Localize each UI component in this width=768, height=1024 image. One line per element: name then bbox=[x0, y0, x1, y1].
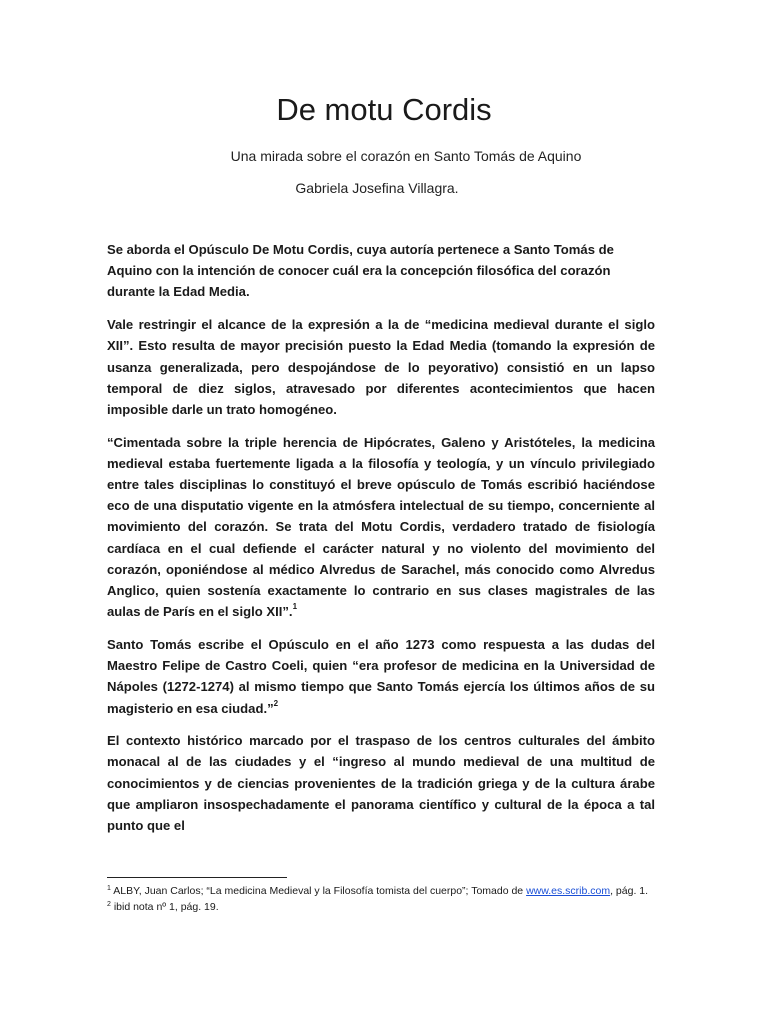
document-title: De motu Cordis bbox=[276, 92, 492, 127]
footnote-1 bbox=[107, 884, 667, 899]
document-subtitle: Una mirada sobre el corazón en Santo Tomás de Aquino bbox=[230, 148, 582, 164]
paragraph-scope: Vale restringir el alcance de la expresión a la de “medicina medieval durante el siglo XII”. Esto resulta de mayor precisión puesto la Edad Media (tomando la expresión de usanza generalizada, pero despojándose de lo peyorativo) consistió en un lapso temporal de diez siglos, atravesado por diferentes acontecimientos que hacen imposible darle un trato homogéneo. bbox=[107, 317, 655, 417]
footnote-ref-2[interactable]: 2 bbox=[273, 698, 279, 708]
paragraph-opusculo-text: Santo Tomás escribe el Opúsculo en el año 1273 como respuesta a las dudas del Maestro Felipe de Castro Coeli, quien “era profesor de medicina en la Universidad de Nápoles (1272-1274) al mismo tiempo que Santo Tomás ejercía los últimos años de su magisterio en esa ciudad.” bbox=[107, 636, 655, 716]
paragraph-intro: Se aborda el Opúsculo De Motu Cordis, cuya autoría pertenece a Santo Tomás de Aquino con la intención de conocer cuál era la concepción filosófica del corazón durante la Edad Media. bbox=[107, 242, 614, 300]
footnote-1-tail: , pág. 1. bbox=[610, 885, 649, 897]
paragraph-quote bbox=[107, 432, 655, 623]
paragraph-context: El contexto histórico marcado por el traspaso de los centros culturales del ámbito monacal al de las ciudades y el “ingreso al mundo medieval de una multitud de conocimientos y de ciencias provenientes de la tradición griega y de la cultura árabe que ampliaron insospechadamente el panorama científico y cultural de la época a tal punto que el bbox=[107, 733, 655, 834]
paragraph-opusculo bbox=[107, 634, 655, 719]
footnote-2-number: 2 bbox=[107, 901, 111, 908]
footnote-2 bbox=[107, 900, 667, 915]
document-body bbox=[107, 239, 655, 848]
footnote-2-text: ibid nota nº 1, pág. 19. bbox=[110, 901, 219, 913]
footnote-ref-1[interactable]: 1 bbox=[292, 602, 298, 612]
paragraph-quote-text: “Cimentada sobre la triple herencia de Hipócrates, Galeno y Aristóteles, la medicina medieval estaba fuertemente ligada a la filosofía y teología, y un vínculo privilegiado entre tales disciplinas lo constituyó el breve opúsculo de Tomás escribió haciéndose eco de una disputatio vigente en la atmósfera intelectual de su tiempo, concerniente al movimiento del corazón. Se trata del Motu Cordis, verdadero tratado de fisiología cardíaca en el cual defiende el carácter natural y no violento del movimiento del corazón, oponiéndose al médico Alvredus de Sarachel, más conocido como Alvredus Anglico, quien sostenía exactamente lo contrario en sus clases magistrales de las aulas de París en el siglo XII”. bbox=[107, 434, 655, 620]
footnote-1-text: ALBY, Juan Carlos; “La medicina Medieval y la Filosofía tomista del cuerpo”; Tomado de bbox=[110, 885, 527, 897]
footnotes bbox=[107, 884, 667, 916]
document-author: Gabriela Josefina Villagra. bbox=[295, 180, 459, 196]
footnote-1-link[interactable]: www.es.scrib.com bbox=[526, 885, 611, 897]
footnote-separator bbox=[107, 877, 287, 878]
footnote-1-number: 1 bbox=[107, 885, 111, 892]
